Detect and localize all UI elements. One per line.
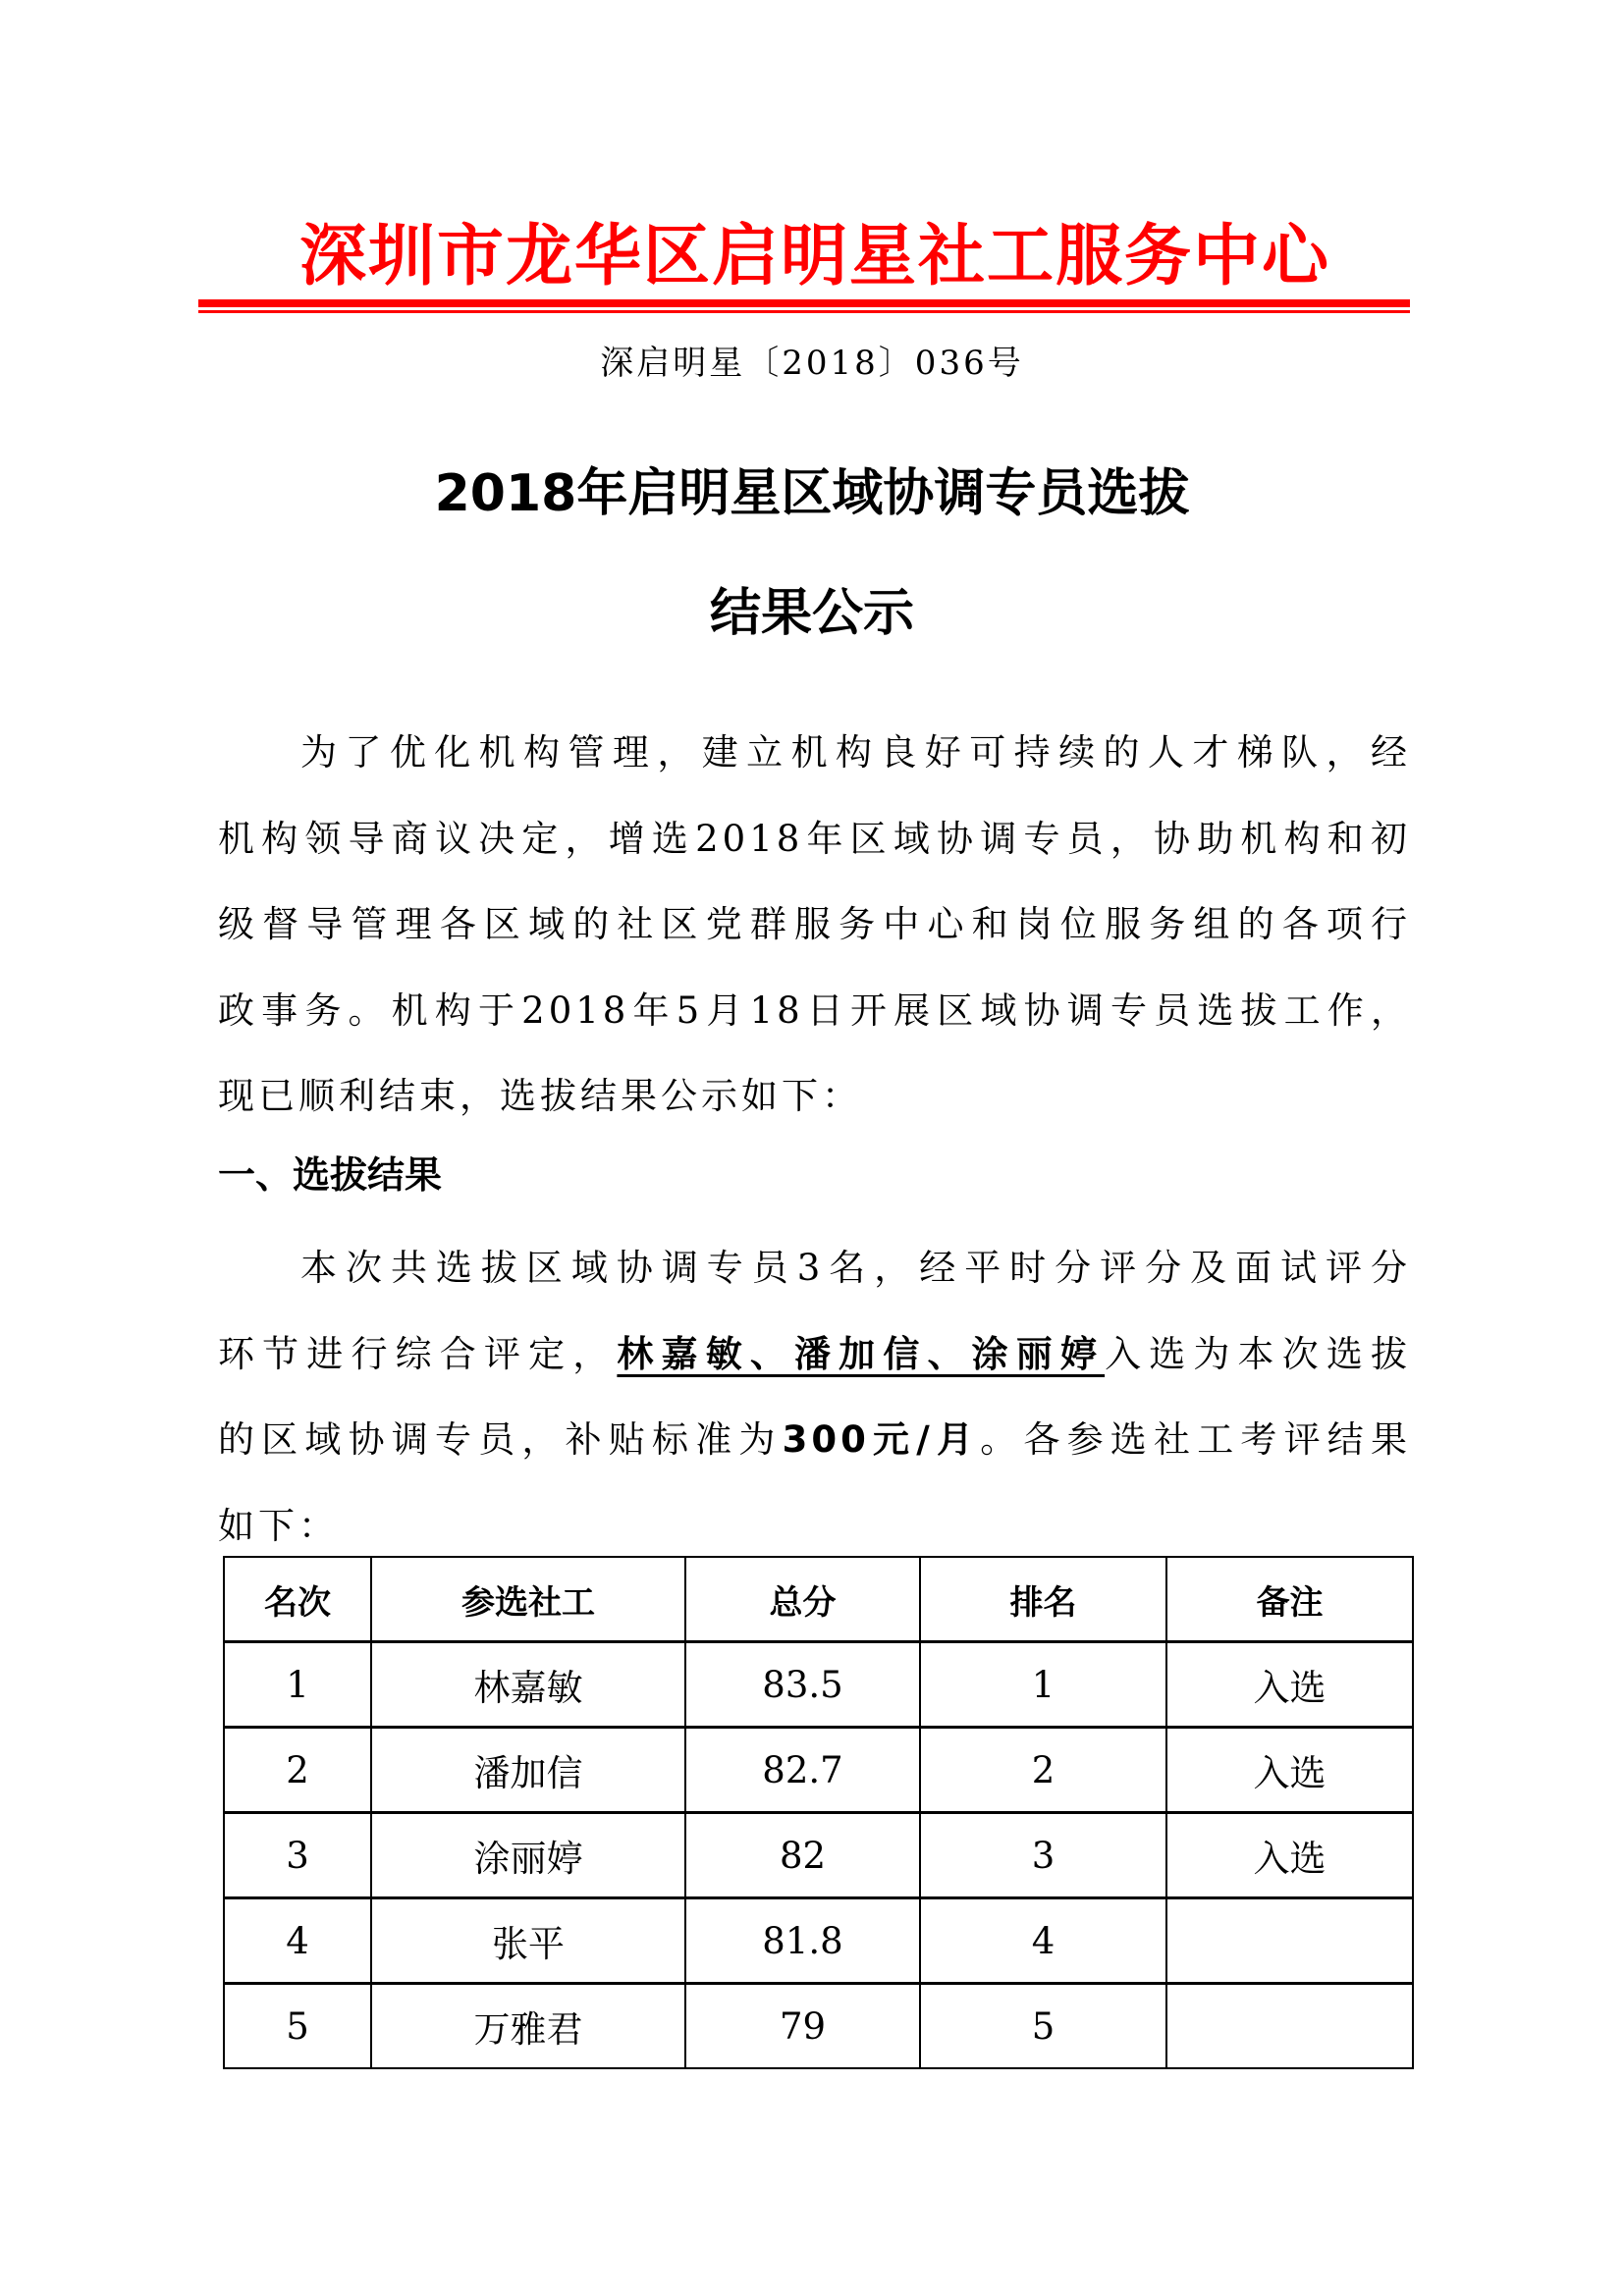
cell-remarks — [1166, 1984, 1413, 2069]
cell-rank: 1 — [920, 1642, 1166, 1728]
table-row — [224, 1642, 1413, 1728]
cell-total-score: 82 — [685, 1813, 920, 1898]
paragraph-line — [218, 1397, 1411, 1483]
paragraph-text: 。各参选社工考评结果 — [980, 1418, 1412, 1461]
table-row — [224, 1813, 1413, 1898]
results-paragraph — [218, 1225, 1411, 1569]
header-candidate: 参选社工 — [371, 1557, 685, 1642]
cell-candidate: 万雅君 — [371, 1984, 685, 2069]
letterhead-thin-rule — [198, 310, 1410, 313]
document-title-line-1: 2018年启明星区域协调专员选拔 — [434, 464, 1190, 523]
paragraph-line: 机构领导商议决定，增选2018年区域协调专员，协助机构和初 — [218, 817, 1411, 860]
cell-place: 1 — [224, 1642, 371, 1728]
paragraph-line: 级督导管理各区域的社区党群服务中心和岗位服务组的各项行 — [218, 903, 1411, 945]
cell-candidate: 张平 — [371, 1898, 685, 1984]
header-remarks: 备注 — [1166, 1557, 1413, 1642]
letterhead-thick-rule — [198, 299, 1410, 307]
document-number: 深启明星〔2018〕036号 — [600, 344, 1024, 383]
cell-remarks — [1166, 1898, 1413, 1984]
cell-place: 5 — [224, 1984, 371, 2069]
header-total-score: 总分 — [685, 1557, 920, 1642]
cell-place: 2 — [224, 1728, 371, 1813]
cell-candidate: 涂丽婷 — [371, 1813, 685, 1898]
paragraph-text: 环节进行综合评定， — [218, 1332, 618, 1375]
header-rank: 排名 — [920, 1557, 1166, 1642]
cell-rank: 2 — [920, 1728, 1166, 1813]
subsidy-amount: 300元/月 — [782, 1418, 981, 1461]
organization-letterhead-title: 深圳市龙华区启明星社工服务中心 — [298, 218, 1330, 295]
cell-rank: 4 — [920, 1898, 1166, 1984]
paragraph-text: 的区域协调专员，补贴标准为 — [218, 1418, 783, 1461]
intro-paragraph — [218, 710, 1411, 1140]
document-title-line-2: 结果公示 — [709, 584, 914, 643]
cell-total-score: 81.8 — [685, 1898, 920, 1984]
paragraph-line — [218, 1311, 1411, 1398]
table-row — [224, 1984, 1413, 2069]
cell-candidate: 林嘉敏 — [371, 1642, 685, 1728]
paragraph-line: 如下： — [218, 1504, 339, 1547]
section-heading-results: 一、选拔结果 — [218, 1153, 443, 1197]
cell-place: 3 — [224, 1813, 371, 1898]
paragraph-line: 本次共选拔区域协调专员3名，经平时分评分及面试评分 — [300, 1247, 1411, 1289]
selected-names: 林嘉敏、潘加信、涂丽婷 — [617, 1332, 1106, 1375]
table-header-row — [224, 1557, 1413, 1642]
cell-place: 4 — [224, 1898, 371, 1984]
header-place: 名次 — [224, 1557, 371, 1642]
paragraph-text: 入选为本次选拔 — [1105, 1332, 1412, 1375]
paragraph-line: 政事务。机构于2018年5月18日开展区域协调专员选拔工作， — [218, 988, 1411, 1032]
table-row — [224, 1898, 1413, 1984]
cell-remarks: 入选 — [1166, 1728, 1413, 1813]
table-row — [224, 1728, 1413, 1813]
cell-total-score: 79 — [685, 1984, 920, 2069]
cell-remarks: 入选 — [1166, 1813, 1413, 1898]
cell-candidate: 潘加信 — [371, 1728, 685, 1813]
paragraph-line: 现已顺利结束，选拔结果公示如下： — [218, 1075, 862, 1117]
cell-total-score: 83.5 — [685, 1642, 920, 1728]
cell-rank: 5 — [920, 1984, 1166, 2069]
cell-remarks: 入选 — [1166, 1642, 1413, 1728]
cell-rank: 3 — [920, 1813, 1166, 1898]
paragraph-line: 为了优化机构管理，建立机构良好可持续的人才梯队，经 — [300, 731, 1411, 774]
cell-total-score: 82.7 — [685, 1728, 920, 1813]
results-table — [223, 1556, 1414, 2069]
